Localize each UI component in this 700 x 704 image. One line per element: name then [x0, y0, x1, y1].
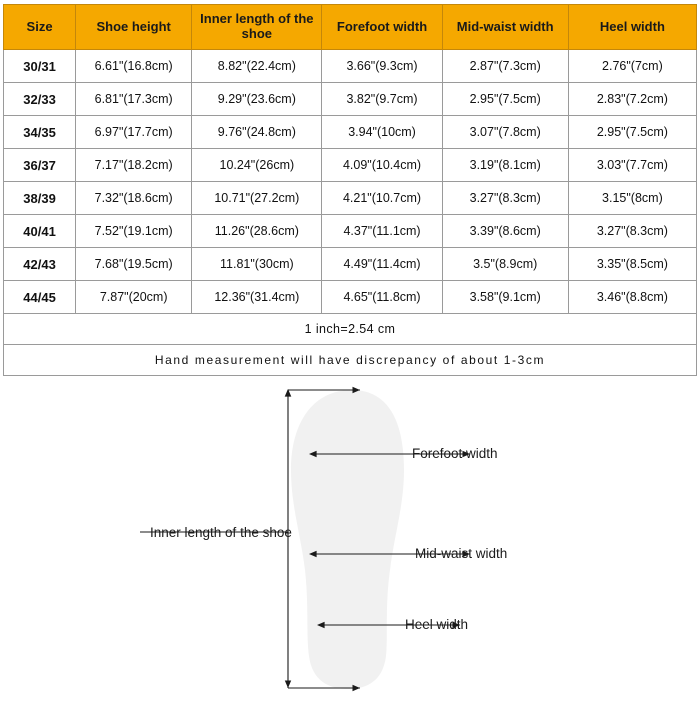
cell-size: 34/35 — [4, 116, 76, 149]
column-header-size: Size — [4, 5, 76, 50]
table-row — [4, 83, 697, 116]
cell-forefoot-width: 4.65"(11.8cm) — [322, 281, 442, 314]
table-footer — [4, 314, 697, 376]
cell-size: 36/37 — [4, 149, 76, 182]
cell-inner-length: 11.26"(28.6cm) — [192, 215, 322, 248]
cell-inner-length: 8.82"(22.4cm) — [192, 50, 322, 83]
label-inner-length: Inner length of the shoe — [150, 525, 292, 540]
column-header-heel-width: Heel width — [568, 5, 696, 50]
cell-forefoot-width: 4.37"(11.1cm) — [322, 215, 442, 248]
cell-size: 38/39 — [4, 182, 76, 215]
cell-shoe-height: 7.52"(19.1cm) — [76, 215, 192, 248]
cell-shoe-height: 6.61"(16.8cm) — [76, 50, 192, 83]
cell-mid-waist-width: 3.58"(9.1cm) — [442, 281, 568, 314]
table-body — [4, 50, 697, 314]
cell-forefoot-width: 3.66"(9.3cm) — [322, 50, 442, 83]
cell-size: 32/33 — [4, 83, 76, 116]
column-header-shoe-height: Shoe height — [76, 5, 192, 50]
cell-shoe-height: 7.17"(18.2cm) — [76, 149, 192, 182]
cell-mid-waist-width: 3.5"(8.9cm) — [442, 248, 568, 281]
footnote-inch-conversion: 1 inch=2.54 cm — [4, 314, 697, 345]
cell-mid-waist-width: 3.19"(8.1cm) — [442, 149, 568, 182]
cell-mid-waist-width: 3.07"(7.8cm) — [442, 116, 568, 149]
table-row — [4, 50, 697, 83]
table-row — [4, 182, 697, 215]
cell-heel-width: 3.35"(8.5cm) — [568, 248, 696, 281]
cell-heel-width: 3.46"(8.8cm) — [568, 281, 696, 314]
cell-inner-length: 9.76"(24.8cm) — [192, 116, 322, 149]
cell-shoe-height: 7.87"(20cm) — [76, 281, 192, 314]
label-heel-width: Heel width — [405, 617, 469, 632]
cell-forefoot-width: 3.94"(10cm) — [322, 116, 442, 149]
cell-heel-width: 2.83"(7.2cm) — [568, 83, 696, 116]
table-header — [4, 5, 697, 50]
shoe-sole-diagram — [0, 384, 700, 694]
cell-forefoot-width: 4.09"(10.4cm) — [322, 149, 442, 182]
column-header-forefoot-width: Forefoot width — [322, 5, 442, 50]
footnote-measurement-discrepancy: Hand measurement will have discrepancy of about 1-3cm — [4, 345, 697, 376]
table-header-row — [4, 5, 697, 50]
cell-shoe-height: 6.81"(17.3cm) — [76, 83, 192, 116]
cell-heel-width: 3.27"(8.3cm) — [568, 215, 696, 248]
table-row — [4, 149, 697, 182]
cell-inner-length: 10.71"(27.2cm) — [192, 182, 322, 215]
cell-mid-waist-width: 2.95"(7.5cm) — [442, 83, 568, 116]
table-row — [4, 215, 697, 248]
cell-shoe-height: 7.68"(19.5cm) — [76, 248, 192, 281]
cell-mid-waist-width: 3.27"(8.3cm) — [442, 182, 568, 215]
cell-inner-length: 9.29"(23.6cm) — [192, 83, 322, 116]
column-header-mid-waist-width: Mid-waist width — [442, 5, 568, 50]
size-chart-page — [0, 4, 700, 704]
cell-mid-waist-width: 2.87"(7.3cm) — [442, 50, 568, 83]
cell-inner-length: 12.36"(31.4cm) — [192, 281, 322, 314]
table-row — [4, 248, 697, 281]
cell-inner-length: 11.81"(30cm) — [192, 248, 322, 281]
label-mid-waist-width: Mid-waist width — [415, 546, 508, 561]
cell-heel-width: 2.95"(7.5cm) — [568, 116, 696, 149]
cell-forefoot-width: 4.49"(11.4cm) — [322, 248, 442, 281]
column-header-inner-length: Inner length of the shoe — [192, 5, 322, 50]
cell-heel-width: 3.15"(8cm) — [568, 182, 696, 215]
sole-diagram-svg — [0, 384, 700, 694]
cell-forefoot-width: 4.21"(10.7cm) — [322, 182, 442, 215]
cell-forefoot-width: 3.82"(9.7cm) — [322, 83, 442, 116]
footnote-row-conversion — [4, 314, 697, 345]
label-forefoot-width: Forefoot width — [412, 446, 498, 461]
cell-shoe-height: 7.32"(18.6cm) — [76, 182, 192, 215]
cell-mid-waist-width: 3.39"(8.6cm) — [442, 215, 568, 248]
cell-size: 44/45 — [4, 281, 76, 314]
cell-heel-width: 3.03"(7.7cm) — [568, 149, 696, 182]
footnote-row-discrepancy — [4, 345, 697, 376]
cell-size: 30/31 — [4, 50, 76, 83]
cell-size: 40/41 — [4, 215, 76, 248]
size-chart-table — [3, 4, 697, 376]
table-row — [4, 116, 697, 149]
table-row — [4, 281, 697, 314]
cell-heel-width: 2.76"(7cm) — [568, 50, 696, 83]
cell-size: 42/43 — [4, 248, 76, 281]
shoe-sole-shape — [291, 390, 404, 689]
cell-inner-length: 10.24"(26cm) — [192, 149, 322, 182]
cell-shoe-height: 6.97"(17.7cm) — [76, 116, 192, 149]
